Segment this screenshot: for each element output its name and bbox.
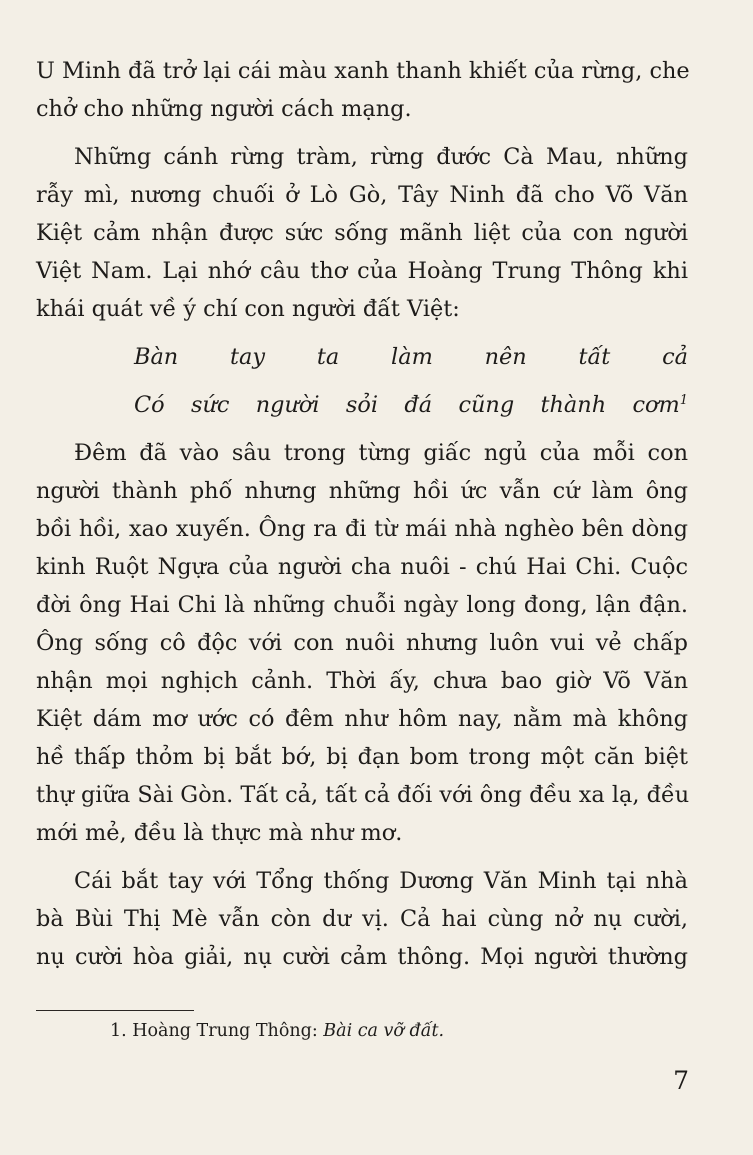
text-line: hề thấp thỏm bị bắt bớ, bị đạn bom trong một căn biệt — [36, 744, 688, 770]
text-line: Ông sống cô độc với con nuôi nhưng luôn vui vẻ chấp — [36, 630, 688, 656]
footnote-rule — [36, 1010, 194, 1011]
text-line: nhận mọi nghịch cảnh. Thời ấy, chưa bao giờ Võ Văn — [36, 668, 688, 694]
footnote-text: 1. Hoàng Trung Thông: — [110, 1021, 324, 1041]
text-line: người thành phố nhưng những hồi ức vẫn cứ làm ông — [36, 478, 688, 504]
page-number: 7 — [673, 1066, 689, 1095]
text-line: Kiệt dám mơ ước có đêm như hôm nay, nằm mà không — [36, 706, 688, 732]
footnote-marker: 1 — [679, 393, 688, 408]
verse-line — [36, 386, 688, 424]
verse-line: Bàn tay ta làm nên tất cả — [134, 344, 688, 370]
text-line: thự giữa Sài Gòn. Tất cả, tất cả đối với ông đều xa lạ, đều — [36, 782, 690, 808]
text-line: Kiệt cảm nhận được sức sống mãnh liệt của con người — [36, 220, 688, 246]
text-line: mới mẻ, đều là thực mà như mơ. — [36, 820, 403, 846]
text-line: bà Bùi Thị Mè vẫn còn dư vị. Cả hai cùng nở nụ cười, — [36, 906, 688, 932]
text-line: Đêm đã vào sâu trong từng giấc ngủ của mỗi con — [74, 440, 688, 466]
text-line: nụ cười hòa giải, nụ cười cảm thông. Mọi người thường — [36, 944, 688, 970]
body-text — [36, 52, 688, 976]
text-line: Cái bắt tay với Tổng thống Dương Văn Minh tại nhà — [74, 868, 688, 894]
text-line: khái quát về ý chí con người đất Việt: — [36, 296, 460, 322]
text-line: Những cánh rừng tràm, rừng đước Cà Mau, những — [74, 144, 688, 170]
text-line: chở cho những người cách mạng. — [36, 96, 412, 122]
text-line: bồi hồi, xao xuyến. Ông ra đi từ mái nhà nghèo bên dòng — [36, 516, 688, 542]
text-line: kinh Ruột Ngựa của người cha nuôi - chú Hai Chi. Cuộc — [36, 554, 688, 580]
footnote-title: Bài ca vỡ đất. — [323, 1021, 445, 1041]
footnote — [110, 1019, 444, 1043]
text-line: đời ông Hai Chi là những chuỗi ngày long đong, lận đận. — [36, 592, 688, 618]
verse-text: Có sức người sỏi đá cũng thành cơm — [134, 392, 680, 418]
text-line: Việt Nam. Lại nhớ câu thơ của Hoàng Trung Thông khi — [36, 258, 688, 284]
text-line: rẫy mì, nương chuối ở Lò Gò, Tây Ninh đã cho Võ Văn — [36, 182, 688, 208]
text-line: U Minh đã trở lại cái màu xanh thanh khiết của rừng, che — [36, 58, 690, 84]
